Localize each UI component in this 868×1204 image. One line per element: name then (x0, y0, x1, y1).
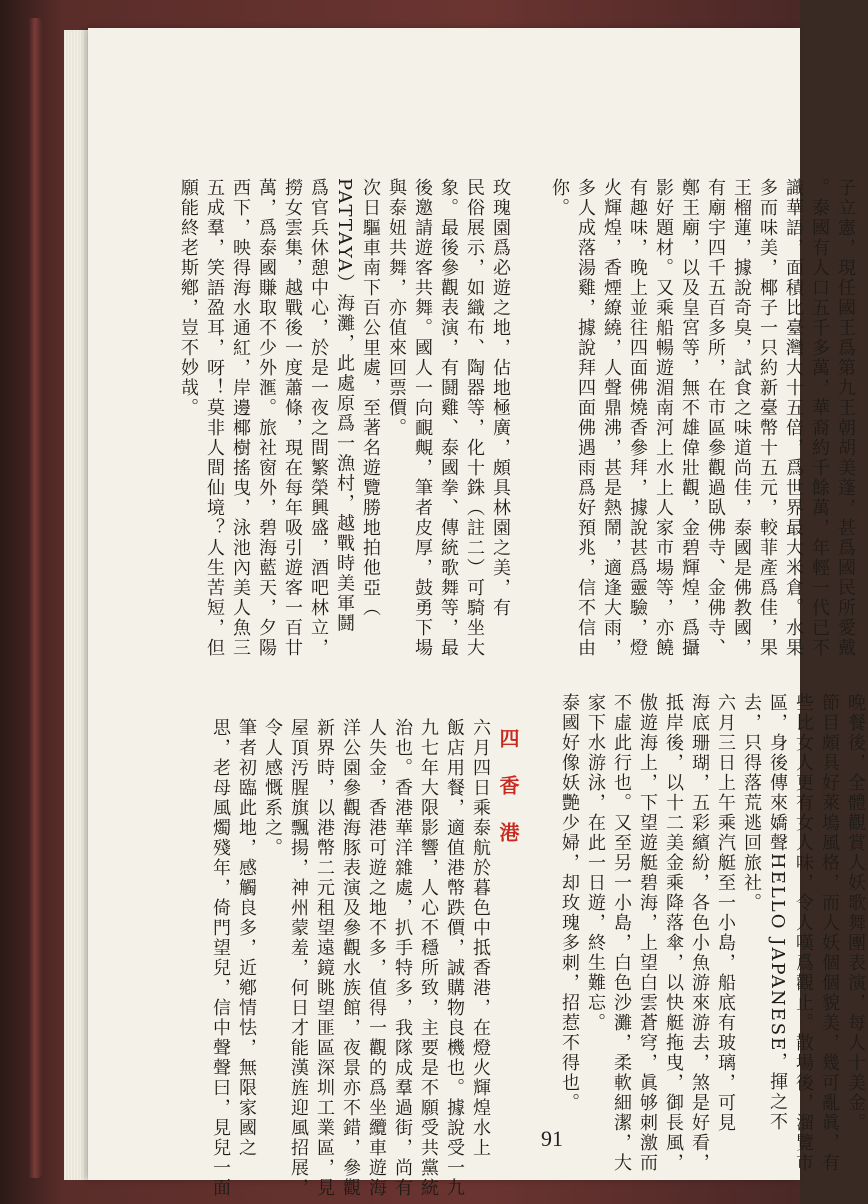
book-spine-edge (28, 18, 42, 1178)
text-block-hong-kong: 六月四日乘泰航於暮色中抵香港，在燈火輝煌水上 飯店用餐，適值港幣跌價，誠購物良機也。據說受一九 九七年大限影響，人心不穩所致，主要是不願受共黨統 治也。香港華洋雜處，扒手特多，我隊成羣過街，尚有 人失金，香港可遊之地不多，值得一觀的爲坐纜車遊海 洋公園參觀海豚表演及參觀水族館，夜景亦不錯，參觀 新界時，以港幣二元租望遠鏡眺望匪區深圳工業區，見 屋頂汚腥旗飄揚，神州蒙羞，何日才能漢旌迎風招展， 令人感慨系之。 筆者初臨此地，感觸良多，近鄕情怯，無限家國之 思，老母風燭殘年，倚門望兒，信中聲聲曰，見兒一面 (210, 718, 491, 1198)
text-block-thailand-upper-left: 玫瑰園爲必遊之地，佔地極廣，頗具林園之美，有 民俗展示，如織布、陶器等，化十銖（註二）可騎坐大 象。最後參觀表演，有鬪雞、泰國拳、傳統歌舞等，最 後邀請遊客共舞。國人一向靦覥，筆者皮厚，鼓勇下場 與泰妞共舞，亦值來回票價。 次日驅車南下百公里處，至著名遊覽勝地拍他亞（ PATTAYA）海灘，此處原爲一漁村，越戰時美軍鬪 爲官兵休憩中心，於是一夜之間繁榮興盛，酒吧林立， 撈女雲集，越戰後一度蕭條，現在每年吸引遊客一百廿 萬，爲泰國賺取不少外滙。旅社窗外，碧海藍天，夕陽 西下，映得海水通紅，岸邊椰樹搖曳，泳池內美人魚三 五成羣，笑語盈耳，呀！莫非人間仙境？人生苦短，但 願能終老斯鄕，豈不妙哉。 (178, 178, 511, 658)
text-block-thailand-upper-right: 子立憲，現任國王爲第九王朝胡美蓬，甚爲國民所愛戴 。泰國有人口五千多萬，華裔約千餘萬，年輕一代已不 識華語，面積比臺灣大十五倍，爲世界最大米倉。水果 多而味美，椰子一只約新臺幣十五元，較菲產爲佳，果 王榴蓮，據說奇臭，試食之味道尚佳，泰國是佛教國， 有廟宇四千五百多所，在市區參觀過臥佛寺、金佛寺、 鄭王廟，以及皇宮等，無不雄偉壯觀，金碧輝煌，爲攝 影好題材。又乘船暢遊湄南河上水上人家市場等，亦饒 有趣味，晚上並往四面佛燒香參拜，據說甚爲靈驗，燈 火輝煌，香煙繚繞，人聲鼎沸，甚是熱鬧，適逢大雨， 多人成落湯雞，據說拜四面佛遇雨爲好預兆，信不信由 你。 (549, 178, 856, 658)
section-heading-hong-kong: 四 香 港 (496, 728, 520, 852)
book-page (88, 28, 866, 1198)
page-number: 91 (541, 1126, 563, 1151)
text-block-thailand-lower-right: 晚餐後，全體觀賞人妖歌舞團表演，每人十美金。 節目頗具好萊塢風格，而人妖個個貌美，幾可亂眞，有 些比女人更有女人味，令人嘆爲觀止。散場後，溜覽市 區，身後傳來嬌聲HELLO JAPANESE，揮之不 去，只得落荒逃回旅社。 六月三日上午乘汽艇至一小島，船底有玻璃，可見 海底珊瑚，五彩繽紛，各色小魚游來游去，煞是好看， 抵岸後，以十二美金乘降落傘，以快艇拖曳，御長風， 傲遊海上，下望遊艇碧海，上望白雲蒼穹，眞够刺激而 不虛此行也。又至另一小島，白色沙灘，柔軟細潔，大 家下水游泳，在此一日遊，終生難忘。 泰國好像妖艷少婦，却玫瑰多刺，招惹不得也。 (559, 693, 866, 1173)
